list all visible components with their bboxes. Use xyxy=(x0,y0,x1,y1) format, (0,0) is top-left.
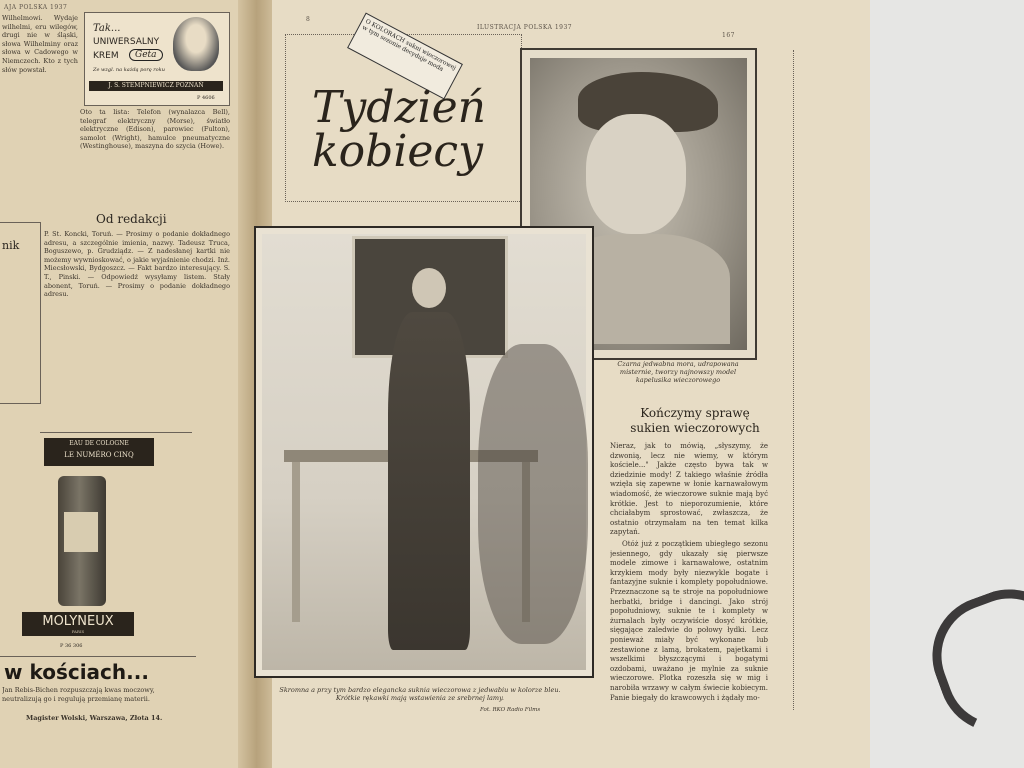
od-redakcji-title: Od redakcji xyxy=(96,212,167,226)
side-box xyxy=(0,222,41,404)
article-paragraph-2: Otóż już z początkiem ubiegłego sezonu jesiennego, gdy ukazały się pierwsze modele zimowe i karnawałowe, ostatnim krzykiem mody były niezwykle bogate i fantazyjne suknie i komplety popołudniowe. Przeznaczone są te stroje na popołudniowe herbatki, bridge i dancingi. Jako strój popołudniowy, suknie te i komplety w żurnalach były oczywiście dosyć krótkie, sięgające zaledwie do połowy łydki. Lecz ponieważ miały być wykonane lub zestawione z lamą, brokatem, pajetkami i wszelkimi błyszczącymi i bogatymi ozdobami, uważano je mylnie za suknie wieczorowe. Plotka rozeszła się w mig i narobiła wrzawy w całym świecie kobiecym. Panie biegały do krawcowych i żądały mo- xyxy=(610,540,768,702)
left-article-text: Oto ta lista: Telefon (wynalazca Bell), telegraf elektryczny (Morse), światło elektryczne (Edison), parowiec (Fulton), samolot (Wright), hamulce pneumatyczne (Westinghouse), maszyna do szycia (Howe). xyxy=(80,108,230,151)
cologne-ad-brand: MOLYNEUX xyxy=(22,612,134,636)
subtitle-line2: sukien wieczorowych xyxy=(630,421,760,435)
right-page-num-right: 167 xyxy=(722,32,735,39)
krem-ad-line3: KREM xyxy=(93,51,119,61)
krem-ad-line4: Ze wzgl. na każdą porę roku xyxy=(93,67,165,73)
divider-bottom xyxy=(0,656,196,657)
model-shadow xyxy=(478,344,588,644)
woman-portrait-drawing xyxy=(173,17,219,71)
face xyxy=(586,114,686,234)
cologne-ad-sub: PARIS xyxy=(71,629,85,634)
fashion-photo xyxy=(254,226,594,678)
left-top-column: Wilhelmowi. Wydaje wilhelmi, eru wilegów, drugi nie w śląski, słowa Wilhelminy oraz słowa w Cadowego w Niemczech. Kto z tych słów powstał. xyxy=(2,14,78,74)
krem-ad-line2: UNIWERSALNY xyxy=(93,37,160,47)
left-page xyxy=(0,0,262,768)
od-redakcji-text: P. St. Koncki, Toruń. — Prosimy o podanie dokładnego adresu, a szczególnie imienia, nazwy. Tadeusz Truca, Boguszewo, p. Grudziądz. — Z nadesłanej kartki nie możemy wywnioskować, o jakie wyjaśnienie chodzi. Inż. Miecsłowski, Bydgoszcz. — Fakt bardzo interesujący. S. T., Pinski. — Odpowiedź wysyłamy listem. Stały abonent, Toruń. — Prosimy o podanie dokładnego adresu. xyxy=(44,230,230,299)
title-line1: Tydzień xyxy=(312,82,487,133)
page-title xyxy=(312,82,512,177)
cologne-ad xyxy=(22,436,156,642)
article-paragraph-1: Nieraz, jak to mówią, „słyszymy, że dzwonią, lecz nie wiemy, w którym kościele..." Jakże często bywa tak w dziedzinie mody! Z takiego właśnie źródła wzięła się zapewne w łonie karnawałowym wiadomość, że wieczorowe suknie mają być krótkie. Jest to nieporozumienie, które chciałabym sprostować, zwłaszcza, że ostatnio otrzymałam na ten temat kilka zapytań. xyxy=(610,442,768,537)
stamp-label: O KOLORACH sukni wieczorowej w tym sezonie decyduje moda xyxy=(347,13,463,100)
article-subtitle xyxy=(610,406,780,436)
subtitle-line1: Kończymy sprawę xyxy=(640,406,750,420)
krem-ad-line1: Tak... xyxy=(93,23,121,34)
bottom-headline: w kościach... xyxy=(4,660,149,684)
title-line2: kobiecy xyxy=(312,126,483,177)
bottle-label xyxy=(64,512,98,552)
krem-ad-code: P 4606 xyxy=(197,95,215,101)
model-gown xyxy=(388,312,470,650)
photo-credit: Fot. RKO Radio Films xyxy=(480,707,541,713)
krem-ad-footer: J. S. STEMPNIEWICZ POZNAŃ xyxy=(89,81,223,91)
bottom-ad-text: Jan Rebis-Bichen rozpuszczają kwas moczowy, neutralizują go i regulują przemianę materii. xyxy=(2,686,155,703)
caption-bottom: Skromna a przy tym bardzo elegancka suknia wieczorowa z jedwabiu w kolorze bleu. Krótkie rękawki mają wstawienia ze srebrnej lamy. xyxy=(279,686,561,702)
caption-top: Czarna jedwabna mora, udrapowana misternie, tworzy najnowszy model kapelusika wieczorowego xyxy=(617,360,739,384)
krem-ad-brand: Geta xyxy=(129,49,163,61)
bottom-ad-firm: Magister Wolski, Warszawa, Złota 14. xyxy=(26,714,163,722)
left-page-header: AJA POLSKA 1937 xyxy=(4,4,68,11)
perfume-bottle xyxy=(58,476,106,606)
side-box-label: nik xyxy=(2,239,20,252)
cologne-ad-line1: EAU DE COLOGNE xyxy=(69,440,129,447)
right-page-num-left: 8 xyxy=(306,16,311,23)
right-page-header: ILUSTRACJA POLSKA 1937 xyxy=(477,24,573,31)
cologne-ad-code: P 36 306 xyxy=(60,643,83,649)
divider xyxy=(40,432,192,433)
krem-ad xyxy=(84,12,230,106)
model-head xyxy=(412,268,446,308)
column-rule xyxy=(793,50,794,710)
cologne-ad-line2: LE NUMÉRO CINQ xyxy=(64,451,134,459)
